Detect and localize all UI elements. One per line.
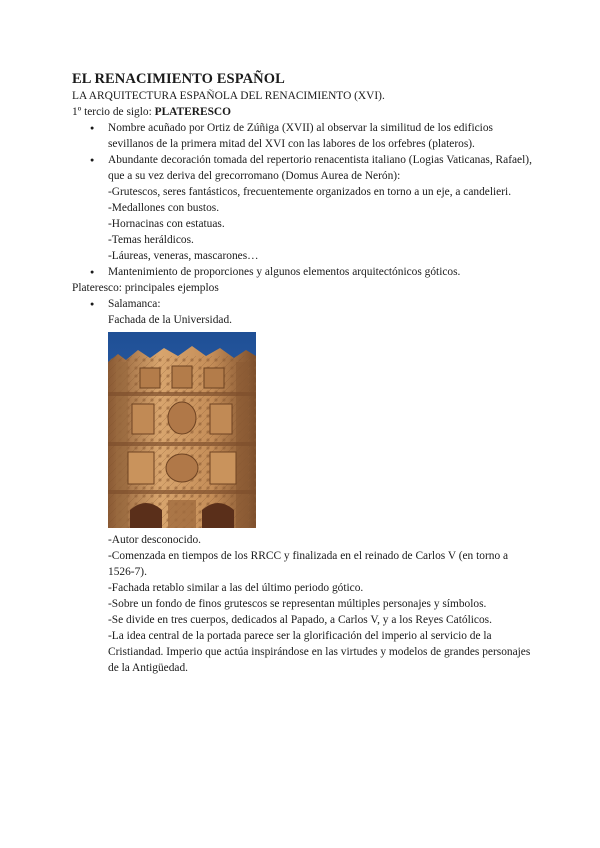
period-line [72,104,532,120]
example-building: Fachada de la Universidad. [108,314,232,326]
decoration-item: -Temas heráldicos. [108,234,194,246]
example-city: ● Salamanca: [72,296,532,312]
plateresque-features-list-cont [72,264,532,280]
examples-heading: Plateresco: principales ejemplos [72,282,219,294]
plateresque-features-list [72,120,532,184]
decoration-item: -Hornacinas con estatuas. [108,218,225,230]
facade-note: -Comenzada en tiempos de los RRCC y finalizada en el reinado de Carlos V (en torno a 1526-7). [108,550,509,578]
decoration-item: -Medallones con bustos. [108,202,220,214]
facade-notes [72,532,532,676]
document-page [72,70,532,676]
facade-note: -Autor desconocido. [108,534,201,546]
facade-note: -Sobre un fondo de finos grutescos se representan múltiples personajes y símbolos. [108,598,487,610]
university-facade-photo [108,332,256,528]
document-title: EL RENACIMIENTO ESPAÑOL [72,71,285,87]
examples-list [72,296,532,312]
decoration-item: -Láureas, veneras, mascarones… [108,250,259,262]
decoration-item: -Grutescos, seres fantásticos, frecuentemente organizados en torno a un eje, a candelieri. [108,186,512,198]
list-item: ● Abundante decoración tomada del repertorio renacentista italiano (Logias Vaticanas, Rafael), que a su vez deriva del grecorromano (Domus Aurea de Nerón): [72,152,532,184]
facade-note: -Se divide en tres cuerpos, dedicados al Papado, a Carlos V, y a los Reyes Católicos. [108,614,492,626]
list-item: ● Mantenimiento de proporciones y algunos elementos arquitectónicos góticos. [72,264,532,280]
period-style: PLATERESCO [154,106,231,118]
decoration-list [72,184,532,264]
list-item: ● Nombre acuñado por Ortiz de Zúñiga (XVII) al observar la similitud de los edificios sevillanos de la primera mitad del XVI con las labores de los orfebres (plateros). [72,120,532,152]
facade-note: -Fachada retablo similar a las del último periodo gótico. [108,582,364,594]
document-subtitle: LA ARQUITECTURA ESPAÑOLA DEL RENACIMIENTO (XVI). [72,90,385,102]
period-prefix: 1º tercio de siglo: [72,106,155,118]
facade-note: -La idea central de la portada parece ser la glorificación del imperio al servicio de la Cristiandad. Imperio que actúa inspirándose en las virtudes y modelos de grandes personajes de la Antigüedad. [108,630,531,674]
